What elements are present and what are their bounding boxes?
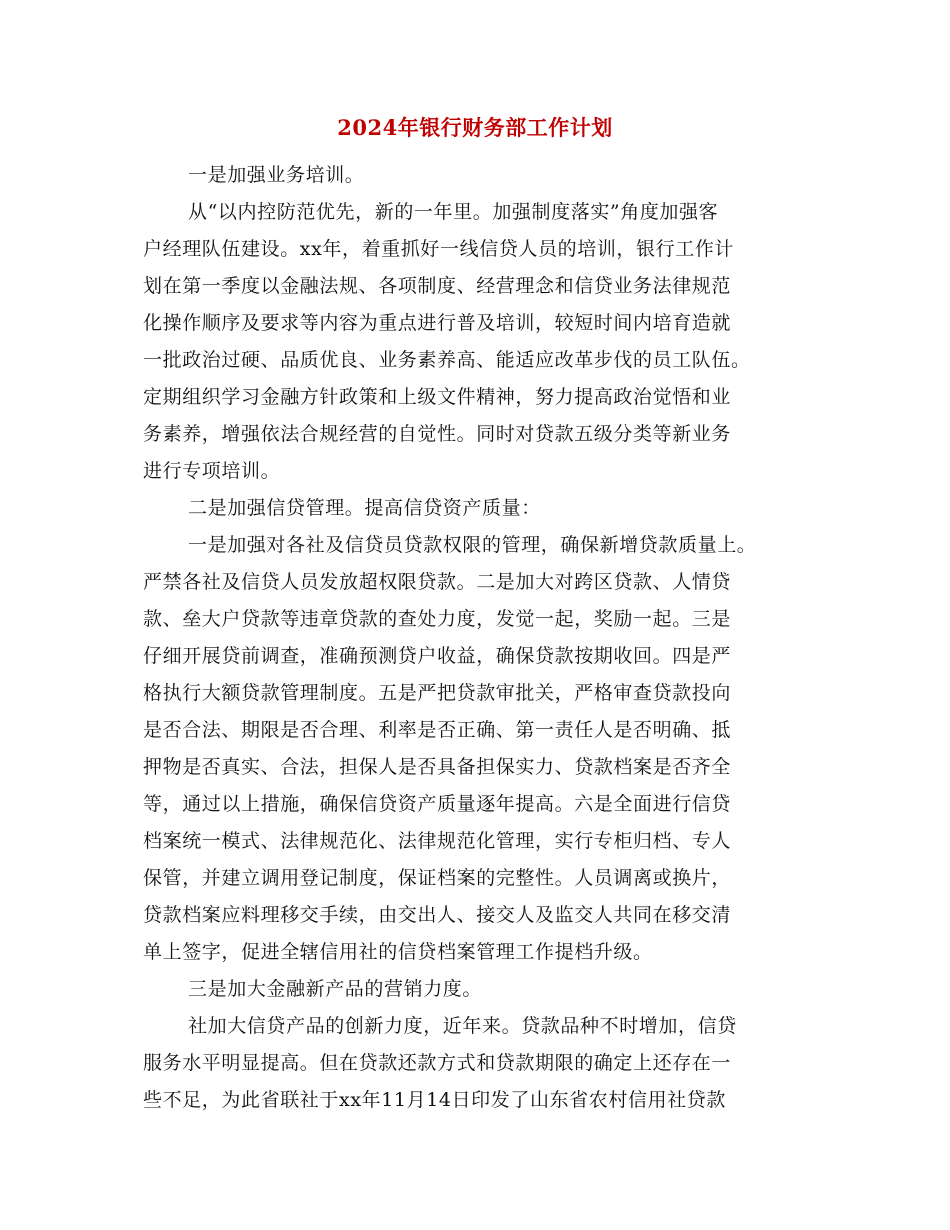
text-line: 社加大信贷产品的创新力度，近年来。贷款品种不时增加，信贷 xyxy=(188,1015,737,1037)
text-line: 三是加大金融新产品的营销力度。 xyxy=(188,978,483,1000)
text-line: 进行专项培训。 xyxy=(143,460,281,482)
text-line: 仔细开展贷前调查，准确预测贷户收益，确保贷款按期收回。四是严 xyxy=(143,645,732,667)
document-body xyxy=(143,157,805,1119)
text-line: 一是加强业务培训。 xyxy=(188,164,365,186)
text-line: 严禁各社及信贷人员发放超权限贷款。二是加大对跨区贷款、人情贷 xyxy=(143,571,732,593)
document-title: 2024年银行财务部工作计划 xyxy=(337,115,613,140)
text-line: 划在第一季度以金融法规、各项制度、经营理念和信贷业务法律规范 xyxy=(143,275,732,297)
text-line: 保管，并建立调用登记制度，保证档案的完整性。人员调离或换片， xyxy=(143,867,732,889)
text-line: 服务水平明显提高。但在贷款还款方式和贷款期限的确定上还存在一 xyxy=(143,1052,732,1074)
text-line: 是否合法、期限是否合理、利率是否正确、第一责任人是否明确、抵 xyxy=(143,719,732,741)
text-line: 务素养，增强依法合规经营的自觉性。同时对贷款五级分类等新业务 xyxy=(143,423,732,445)
text-line: 些不足，为此省联社于xx年11月14日印发了山东省农村信用社贷款 xyxy=(143,1089,726,1111)
text-line: 单上签字，促进全辖信用社的信贷档案管理工作提档升级。 xyxy=(143,941,653,963)
text-line: 押物是否真实、合法，担保人是否具备担保实力、贷款档案是否齐全 xyxy=(143,756,732,778)
text-line: 定期组织学习金融方针政策和上级文件精神，努力提高政治觉悟和业 xyxy=(143,386,732,408)
text-line: 一批政治过硬、品质优良、业务素养高、能适应改革步伐的员工队伍。 xyxy=(143,349,751,371)
text-line: 档案统一模式、法律规范化、法律规范化管理，实行专柜归档、专人 xyxy=(143,830,732,852)
text-line: 格执行大额贷款管理制度。五是严把贷款审批关，严格审查贷款投向 xyxy=(143,682,732,704)
text-line: 等，通过以上措施，确保信贷资产质量逐年提高。六是全面进行信贷 xyxy=(143,793,732,815)
text-line: 贷款档案应料理移交手续，由交出人、接交人及监交人共同在移交清 xyxy=(143,904,732,926)
text-line: 二是加强信贷管理。提高信贷资产质量： xyxy=(188,497,541,519)
text-line: 款、垒大户贷款等违章贷款的查处力度，发觉一起，奖励一起。三是 xyxy=(143,608,732,630)
text-line: 化操作顺序及要求等内容为重点进行普及培训，较短时间内培育造就 xyxy=(143,312,732,334)
text-line: 从“以内控防范优先，新的一年里。加强制度落实”角度加强客 xyxy=(188,201,719,223)
text-line: 户经理队伍建设。xx年，着重抓好一线信贷人员的培训，银行工作计 xyxy=(143,238,735,260)
text-line: 一是加强对各社及信贷员贷款权限的管理，确保新增贷款质量上。 xyxy=(188,534,757,556)
